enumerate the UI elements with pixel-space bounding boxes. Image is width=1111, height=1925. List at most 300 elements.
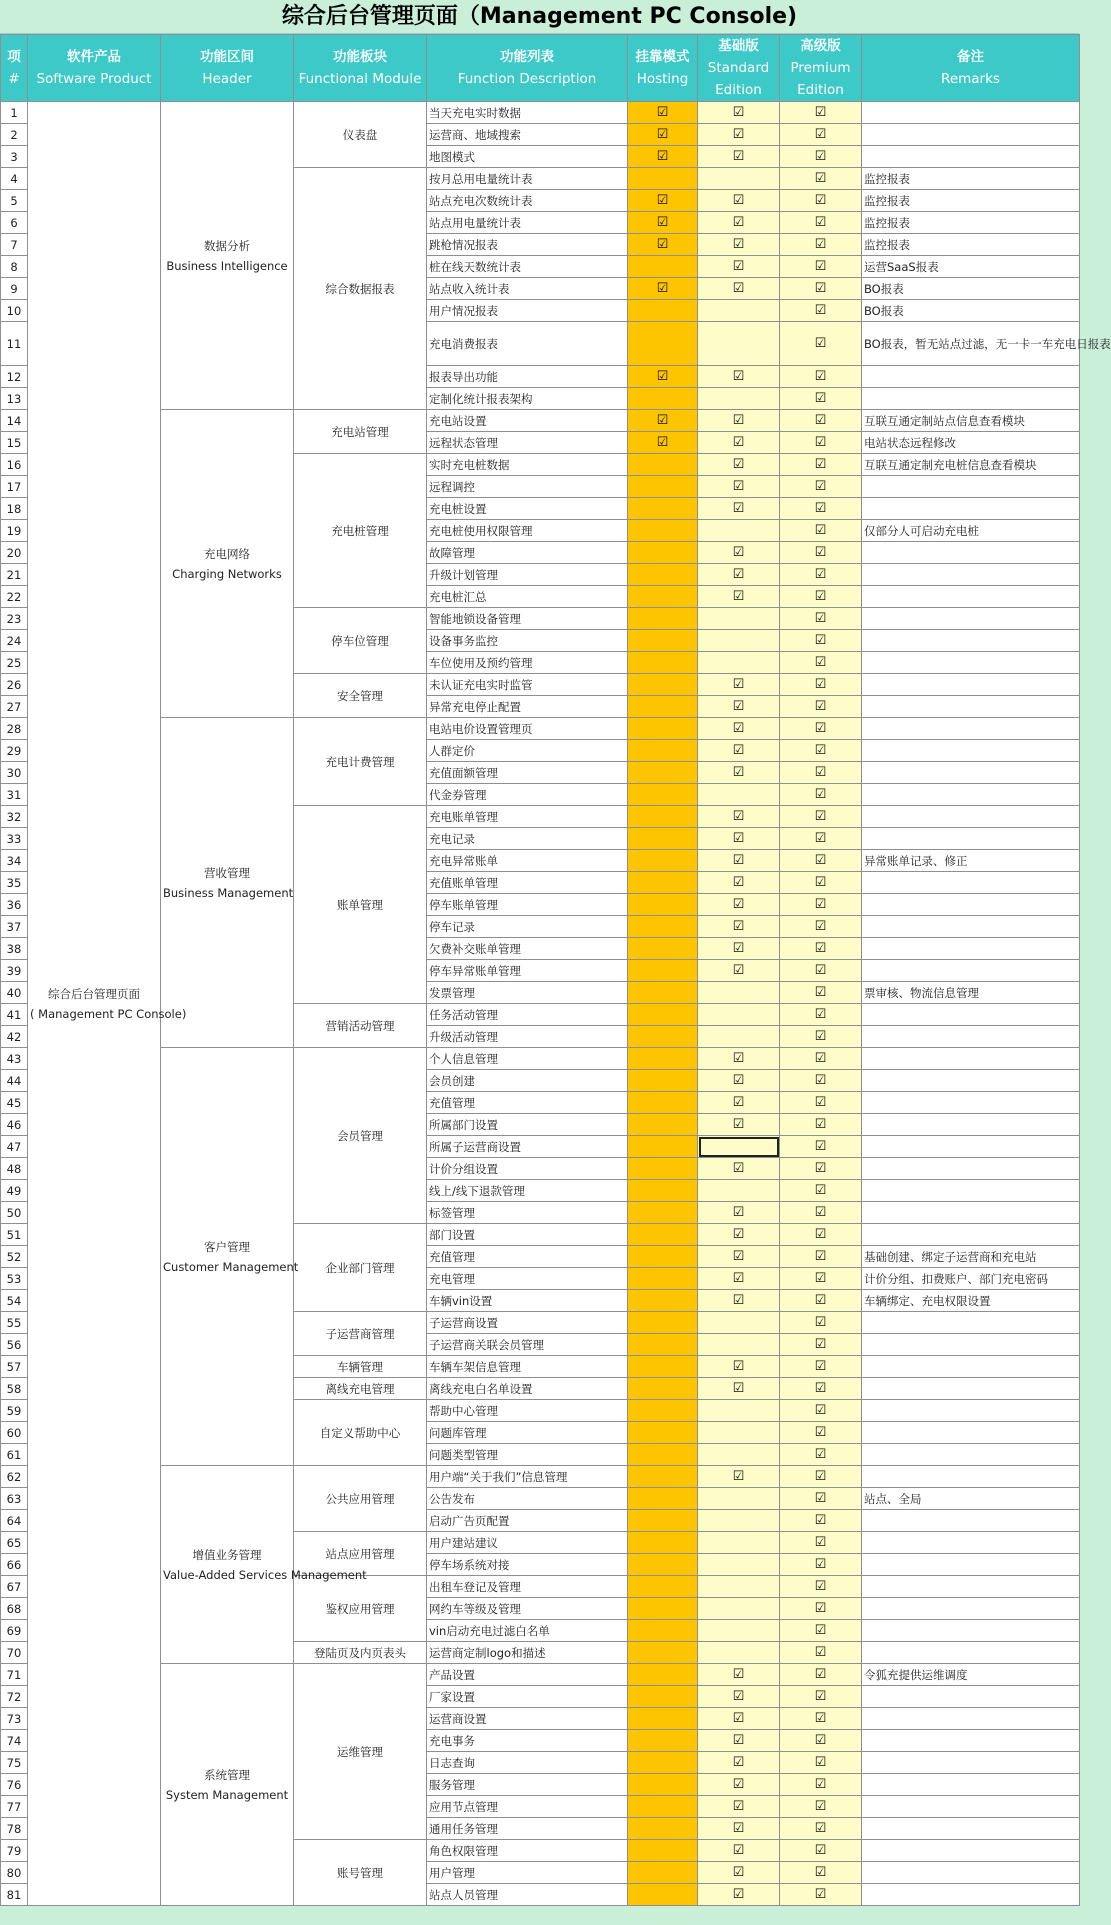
remark-cell[interactable] (862, 1224, 1080, 1246)
remark-cell[interactable] (862, 762, 1080, 784)
remark-cell[interactable]: BO报表，暂无站点过滤，无一卡一车充电日报表 (862, 322, 1080, 366)
premium-cell[interactable] (780, 1466, 862, 1488)
remark-cell[interactable] (862, 498, 1080, 520)
remark-cell[interactable] (862, 1444, 1080, 1466)
row-number[interactable]: 22 (1, 586, 28, 608)
remark-cell[interactable] (862, 1422, 1080, 1444)
hosting-cell[interactable] (628, 1664, 698, 1686)
hosting-cell[interactable] (628, 542, 698, 564)
remark-cell[interactable]: 监控报表 (862, 190, 1080, 212)
hosting-cell[interactable] (628, 1466, 698, 1488)
function-cell[interactable]: 停车场系统对接 (427, 1554, 628, 1576)
hosting-cell[interactable] (628, 322, 698, 366)
row-number[interactable]: 79 (1, 1840, 28, 1862)
premium-cell[interactable] (780, 476, 862, 498)
remark-cell[interactable]: 站点、全局 (862, 1488, 1080, 1510)
row-number[interactable]: 67 (1, 1576, 28, 1598)
function-cell[interactable]: 实时充电桩数据 (427, 454, 628, 476)
row-number[interactable]: 12 (1, 366, 28, 388)
remark-cell[interactable] (862, 1334, 1080, 1356)
remark-cell[interactable] (862, 1730, 1080, 1752)
remark-cell[interactable]: 监控报表 (862, 168, 1080, 190)
premium-cell[interactable] (780, 1422, 862, 1444)
hosting-cell[interactable] (628, 1290, 698, 1312)
function-cell[interactable]: 用户建站建议 (427, 1532, 628, 1554)
remark-cell[interactable]: 计价分组、扣费账户、部门充电密码 (862, 1268, 1080, 1290)
function-cell[interactable]: 日志查询 (427, 1752, 628, 1774)
function-cell[interactable]: 充电桩设置 (427, 498, 628, 520)
standard-cell[interactable] (698, 410, 780, 432)
hosting-cell[interactable] (628, 1444, 698, 1466)
premium-cell[interactable] (780, 1180, 862, 1202)
remark-cell[interactable] (862, 1554, 1080, 1576)
function-cell[interactable]: 电站电价设置管理页 (427, 718, 628, 740)
remark-cell[interactable]: 运营SaaS报表 (862, 256, 1080, 278)
hosting-cell[interactable] (628, 1422, 698, 1444)
function-cell[interactable]: 服务管理 (427, 1774, 628, 1796)
module-cell[interactable]: 鉴权应用管理 (294, 1576, 427, 1642)
function-cell[interactable]: 角色权限管理 (427, 1840, 628, 1862)
remark-cell[interactable] (862, 1026, 1080, 1048)
hosting-cell[interactable] (628, 124, 698, 146)
premium-cell[interactable] (780, 938, 862, 960)
row-number[interactable]: 33 (1, 828, 28, 850)
premium-cell[interactable] (780, 960, 862, 982)
hosting-cell[interactable] (628, 1488, 698, 1510)
remark-cell[interactable] (862, 1356, 1080, 1378)
premium-cell[interactable] (780, 1532, 862, 1554)
row-number[interactable]: 65 (1, 1532, 28, 1554)
function-cell[interactable]: 充电站设置 (427, 410, 628, 432)
remark-cell[interactable]: 电站状态远程修改 (862, 432, 1080, 454)
remark-cell[interactable] (862, 1598, 1080, 1620)
row-number[interactable]: 47 (1, 1136, 28, 1158)
standard-cell[interactable] (698, 740, 780, 762)
row-number[interactable]: 63 (1, 1488, 28, 1510)
module-cell[interactable]: 充电计费管理 (294, 718, 427, 806)
remark-cell[interactable] (862, 586, 1080, 608)
function-cell[interactable]: 停车记录 (427, 916, 628, 938)
remark-cell[interactable]: BO报表 (862, 278, 1080, 300)
premium-cell[interactable] (780, 630, 862, 652)
hosting-cell[interactable] (628, 1334, 698, 1356)
function-cell[interactable]: 站点人员管理 (427, 1884, 628, 1906)
standard-cell[interactable] (698, 476, 780, 498)
hosting-cell[interactable] (628, 1400, 698, 1422)
hosting-cell[interactable] (628, 1554, 698, 1576)
remark-cell[interactable]: BO报表 (862, 300, 1080, 322)
function-cell[interactable]: 车辆vin设置 (427, 1290, 628, 1312)
hosting-cell[interactable] (628, 476, 698, 498)
standard-cell[interactable] (698, 1136, 780, 1158)
hosting-cell[interactable] (628, 630, 698, 652)
remark-cell[interactable]: 车辆绑定、充电权限设置 (862, 1290, 1080, 1312)
remark-cell[interactable] (862, 674, 1080, 696)
premium-cell[interactable] (780, 1092, 862, 1114)
remark-cell[interactable] (862, 1752, 1080, 1774)
standard-cell[interactable] (698, 1334, 780, 1356)
standard-cell[interactable] (698, 1620, 780, 1642)
standard-cell[interactable] (698, 1576, 780, 1598)
premium-cell[interactable] (780, 872, 862, 894)
hosting-cell[interactable] (628, 366, 698, 388)
function-cell[interactable]: 按月总用电量统计表 (427, 168, 628, 190)
function-cell[interactable]: 个人信息管理 (427, 1048, 628, 1070)
row-number[interactable]: 40 (1, 982, 28, 1004)
row-number[interactable]: 1 (1, 102, 28, 124)
premium-cell[interactable] (780, 1114, 862, 1136)
row-number[interactable]: 16 (1, 454, 28, 476)
row-number[interactable]: 7 (1, 234, 28, 256)
hosting-cell[interactable] (628, 740, 698, 762)
row-number[interactable]: 64 (1, 1510, 28, 1532)
function-cell[interactable]: 故障管理 (427, 542, 628, 564)
remark-cell[interactable] (862, 960, 1080, 982)
row-number[interactable]: 45 (1, 1092, 28, 1114)
standard-cell[interactable] (698, 872, 780, 894)
standard-cell[interactable] (698, 1202, 780, 1224)
standard-cell[interactable] (698, 1070, 780, 1092)
function-cell[interactable]: 停车账单管理 (427, 894, 628, 916)
standard-cell[interactable] (698, 542, 780, 564)
function-cell[interactable]: 充电桩汇总 (427, 586, 628, 608)
remark-cell[interactable] (862, 828, 1080, 850)
row-number[interactable]: 66 (1, 1554, 28, 1576)
row-number[interactable]: 26 (1, 674, 28, 696)
row-number[interactable]: 30 (1, 762, 28, 784)
hosting-cell[interactable] (628, 102, 698, 124)
premium-cell[interactable] (780, 674, 862, 696)
function-cell[interactable]: 充电异常账单 (427, 850, 628, 872)
hosting-cell[interactable] (628, 1048, 698, 1070)
premium-cell[interactable] (780, 1026, 862, 1048)
remark-cell[interactable] (862, 1686, 1080, 1708)
function-cell[interactable]: 应用节点管理 (427, 1796, 628, 1818)
premium-cell[interactable] (780, 432, 862, 454)
standard-cell[interactable] (698, 1796, 780, 1818)
standard-cell[interactable] (698, 1708, 780, 1730)
row-number[interactable]: 18 (1, 498, 28, 520)
hosting-cell[interactable] (628, 1158, 698, 1180)
module-cell[interactable]: 公共应用管理 (294, 1466, 427, 1532)
standard-cell[interactable] (698, 1774, 780, 1796)
standard-cell[interactable] (698, 674, 780, 696)
hosting-cell[interactable] (628, 146, 698, 168)
function-cell[interactable]: 远程调控 (427, 476, 628, 498)
hosting-cell[interactable] (628, 1708, 698, 1730)
module-cell[interactable]: 运维管理 (294, 1664, 427, 1840)
hosting-cell[interactable] (628, 1862, 698, 1884)
hosting-cell[interactable] (628, 410, 698, 432)
remark-cell[interactable] (862, 1114, 1080, 1136)
premium-cell[interactable] (780, 1004, 862, 1026)
function-cell[interactable]: 站点充电次数统计表 (427, 190, 628, 212)
remark-cell[interactable] (862, 1048, 1080, 1070)
premium-cell[interactable] (780, 850, 862, 872)
function-cell[interactable]: 充电桩使用权限管理 (427, 520, 628, 542)
row-number[interactable]: 4 (1, 168, 28, 190)
standard-cell[interactable] (698, 1818, 780, 1840)
remark-cell[interactable] (862, 476, 1080, 498)
module-cell[interactable]: 账单管理 (294, 806, 427, 1004)
hosting-cell[interactable] (628, 1598, 698, 1620)
premium-cell[interactable] (780, 1444, 862, 1466)
function-cell[interactable]: 问题库管理 (427, 1422, 628, 1444)
premium-cell[interactable] (780, 124, 862, 146)
premium-cell[interactable] (780, 102, 862, 124)
remark-cell[interactable] (862, 1642, 1080, 1664)
row-number[interactable]: 77 (1, 1796, 28, 1818)
function-cell[interactable]: 子运营商关联会员管理 (427, 1334, 628, 1356)
standard-cell[interactable] (698, 1466, 780, 1488)
row-number[interactable]: 50 (1, 1202, 28, 1224)
standard-cell[interactable] (698, 278, 780, 300)
premium-cell[interactable] (780, 982, 862, 1004)
function-cell[interactable]: 报表导出功能 (427, 366, 628, 388)
module-cell[interactable]: 子运营商管理 (294, 1312, 427, 1356)
hosting-cell[interactable] (628, 564, 698, 586)
standard-cell[interactable] (698, 916, 780, 938)
remark-cell[interactable] (862, 564, 1080, 586)
premium-cell[interactable] (780, 1774, 862, 1796)
hosting-cell[interactable] (628, 1884, 698, 1906)
standard-cell[interactable] (698, 1092, 780, 1114)
remark-cell[interactable]: 监控报表 (862, 234, 1080, 256)
function-cell[interactable]: 站点收入统计表 (427, 278, 628, 300)
hosting-cell[interactable] (628, 498, 698, 520)
remark-cell[interactable] (862, 388, 1080, 410)
remark-cell[interactable] (862, 124, 1080, 146)
row-number[interactable]: 51 (1, 1224, 28, 1246)
product-cell[interactable] (28, 102, 187, 1906)
function-cell[interactable]: 设备事务监控 (427, 630, 628, 652)
premium-cell[interactable] (780, 784, 862, 806)
module-cell[interactable]: 自定义帮助中心 (294, 1400, 427, 1466)
row-number[interactable]: 41 (1, 1004, 28, 1026)
premium-cell[interactable] (780, 916, 862, 938)
premium-cell[interactable] (780, 520, 862, 542)
premium-cell[interactable] (780, 278, 862, 300)
premium-cell[interactable] (780, 740, 862, 762)
premium-cell[interactable] (780, 652, 862, 674)
standard-cell[interactable] (698, 564, 780, 586)
function-cell[interactable]: 代金券管理 (427, 784, 628, 806)
premium-cell[interactable] (780, 212, 862, 234)
premium-cell[interactable] (780, 1378, 862, 1400)
standard-cell[interactable] (698, 300, 780, 322)
hosting-cell[interactable] (628, 608, 698, 630)
section-cell[interactable] (161, 102, 294, 410)
standard-cell[interactable] (698, 146, 780, 168)
standard-cell[interactable] (698, 696, 780, 718)
function-cell[interactable]: 运营商设置 (427, 1708, 628, 1730)
function-cell[interactable]: 帮助中心管理 (427, 1400, 628, 1422)
remark-cell[interactable]: 基础创建、绑定子运营商和充电站 (862, 1246, 1080, 1268)
function-cell[interactable]: 网约车等级及管理 (427, 1598, 628, 1620)
row-number[interactable]: 5 (1, 190, 28, 212)
row-number[interactable]: 2 (1, 124, 28, 146)
standard-cell[interactable] (698, 454, 780, 476)
premium-cell[interactable] (780, 1048, 862, 1070)
premium-cell[interactable] (780, 1356, 862, 1378)
remark-cell[interactable] (862, 102, 1080, 124)
function-cell[interactable]: 充值账单管理 (427, 872, 628, 894)
hosting-cell[interactable] (628, 1840, 698, 1862)
hosting-cell[interactable] (628, 190, 698, 212)
standard-cell[interactable] (698, 982, 780, 1004)
function-cell[interactable]: 充值管理 (427, 1246, 628, 1268)
standard-cell[interactable] (698, 1840, 780, 1862)
function-cell[interactable]: 计价分组设置 (427, 1158, 628, 1180)
row-number[interactable]: 60 (1, 1422, 28, 1444)
standard-cell[interactable] (698, 762, 780, 784)
premium-cell[interactable] (780, 1400, 862, 1422)
section-cell[interactable] (161, 718, 294, 1048)
remark-cell[interactable] (862, 1796, 1080, 1818)
premium-cell[interactable] (780, 1686, 862, 1708)
function-cell[interactable]: 通用任务管理 (427, 1818, 628, 1840)
hosting-cell[interactable] (628, 982, 698, 1004)
premium-cell[interactable] (780, 1334, 862, 1356)
hosting-cell[interactable] (628, 1070, 698, 1092)
hosting-cell[interactable] (628, 696, 698, 718)
premium-cell[interactable] (780, 388, 862, 410)
premium-cell[interactable] (780, 410, 862, 432)
standard-cell[interactable] (698, 1730, 780, 1752)
hosting-cell[interactable] (628, 1224, 698, 1246)
row-number[interactable]: 24 (1, 630, 28, 652)
hosting-cell[interactable] (628, 1092, 698, 1114)
section-cell[interactable] (161, 1048, 299, 1466)
hosting-cell[interactable] (628, 1532, 698, 1554)
standard-cell[interactable] (698, 498, 780, 520)
standard-cell[interactable] (698, 1598, 780, 1620)
standard-cell[interactable] (698, 1554, 780, 1576)
row-number[interactable]: 10 (1, 300, 28, 322)
function-cell[interactable]: 车辆车架信息管理 (427, 1356, 628, 1378)
premium-cell[interactable] (780, 1554, 862, 1576)
function-cell[interactable]: 运营商定制logo和描述 (427, 1642, 628, 1664)
row-number[interactable]: 20 (1, 542, 28, 564)
section-cell[interactable] (161, 410, 294, 718)
standard-cell[interactable] (698, 1114, 780, 1136)
hosting-cell[interactable] (628, 1378, 698, 1400)
standard-cell[interactable] (698, 1224, 780, 1246)
row-number[interactable]: 81 (1, 1884, 28, 1906)
function-cell[interactable]: 远程状态管理 (427, 432, 628, 454)
function-cell[interactable]: 智能地锁设备管理 (427, 608, 628, 630)
remark-cell[interactable]: 监控报表 (862, 212, 1080, 234)
premium-cell[interactable] (780, 1598, 862, 1620)
premium-cell[interactable] (780, 1862, 862, 1884)
row-number[interactable]: 76 (1, 1774, 28, 1796)
module-cell[interactable]: 停车位管理 (294, 608, 427, 674)
row-number[interactable]: 6 (1, 212, 28, 234)
hosting-cell[interactable] (628, 718, 698, 740)
standard-cell[interactable] (698, 1752, 780, 1774)
remark-cell[interactable] (862, 740, 1080, 762)
function-cell[interactable]: 充电管理 (427, 1268, 628, 1290)
module-cell[interactable]: 安全管理 (294, 674, 427, 718)
row-number[interactable]: 59 (1, 1400, 28, 1422)
standard-cell[interactable] (698, 1026, 780, 1048)
function-cell[interactable]: 站点用电量统计表 (427, 212, 628, 234)
standard-cell[interactable] (698, 894, 780, 916)
standard-cell[interactable] (698, 1180, 780, 1202)
standard-cell[interactable] (698, 388, 780, 410)
function-cell[interactable]: 部门设置 (427, 1224, 628, 1246)
remark-cell[interactable] (862, 1840, 1080, 1862)
remark-cell[interactable] (862, 608, 1080, 630)
remark-cell[interactable]: 互联互通定制充电桩信息查看模块 (862, 454, 1080, 476)
function-cell[interactable]: 所属子运营商设置 (427, 1136, 628, 1158)
module-cell[interactable]: 车辆管理 (294, 1356, 427, 1378)
hosting-cell[interactable] (628, 1642, 698, 1664)
row-number[interactable]: 75 (1, 1752, 28, 1774)
hosting-cell[interactable] (628, 916, 698, 938)
remark-cell[interactable] (862, 718, 1080, 740)
remark-cell[interactable] (862, 652, 1080, 674)
row-number[interactable]: 14 (1, 410, 28, 432)
row-number[interactable]: 37 (1, 916, 28, 938)
remark-cell[interactable] (862, 1862, 1080, 1884)
hosting-cell[interactable] (628, 256, 698, 278)
remark-cell[interactable] (862, 366, 1080, 388)
premium-cell[interactable] (780, 1664, 862, 1686)
module-cell[interactable]: 营销活动管理 (294, 1004, 427, 1048)
remark-cell[interactable] (862, 806, 1080, 828)
standard-cell[interactable] (698, 520, 780, 542)
hosting-cell[interactable] (628, 1686, 698, 1708)
module-cell[interactable]: 离线充电管理 (294, 1378, 427, 1400)
remark-cell[interactable] (862, 1180, 1080, 1202)
remark-cell[interactable] (862, 1004, 1080, 1026)
premium-cell[interactable] (780, 828, 862, 850)
module-cell[interactable]: 充电站管理 (294, 410, 427, 454)
premium-cell[interactable] (780, 542, 862, 564)
standard-cell[interactable] (698, 718, 780, 740)
row-number[interactable]: 34 (1, 850, 28, 872)
function-cell[interactable]: 所属部门设置 (427, 1114, 628, 1136)
function-cell[interactable]: 人群定价 (427, 740, 628, 762)
remark-cell[interactable] (862, 1136, 1080, 1158)
premium-cell[interactable] (780, 1818, 862, 1840)
standard-cell[interactable] (698, 938, 780, 960)
function-cell[interactable]: 标签管理 (427, 1202, 628, 1224)
remark-cell[interactable] (862, 894, 1080, 916)
standard-cell[interactable] (698, 1290, 780, 1312)
function-cell[interactable]: 地图模式 (427, 146, 628, 168)
hosting-cell[interactable] (628, 1114, 698, 1136)
premium-cell[interactable] (780, 1884, 862, 1906)
remark-cell[interactable] (862, 784, 1080, 806)
remark-cell[interactable] (862, 1092, 1080, 1114)
premium-cell[interactable] (780, 1576, 862, 1598)
standard-cell[interactable] (698, 1422, 780, 1444)
standard-cell[interactable] (698, 1510, 780, 1532)
premium-cell[interactable] (780, 564, 862, 586)
premium-cell[interactable] (780, 1202, 862, 1224)
hosting-cell[interactable] (628, 520, 698, 542)
standard-cell[interactable] (698, 960, 780, 982)
row-number[interactable]: 32 (1, 806, 28, 828)
row-number[interactable]: 23 (1, 608, 28, 630)
premium-cell[interactable] (780, 1312, 862, 1334)
standard-cell[interactable] (698, 1246, 780, 1268)
row-number[interactable]: 9 (1, 278, 28, 300)
function-cell[interactable]: 充电事务 (427, 1730, 628, 1752)
premium-cell[interactable] (780, 1642, 862, 1664)
